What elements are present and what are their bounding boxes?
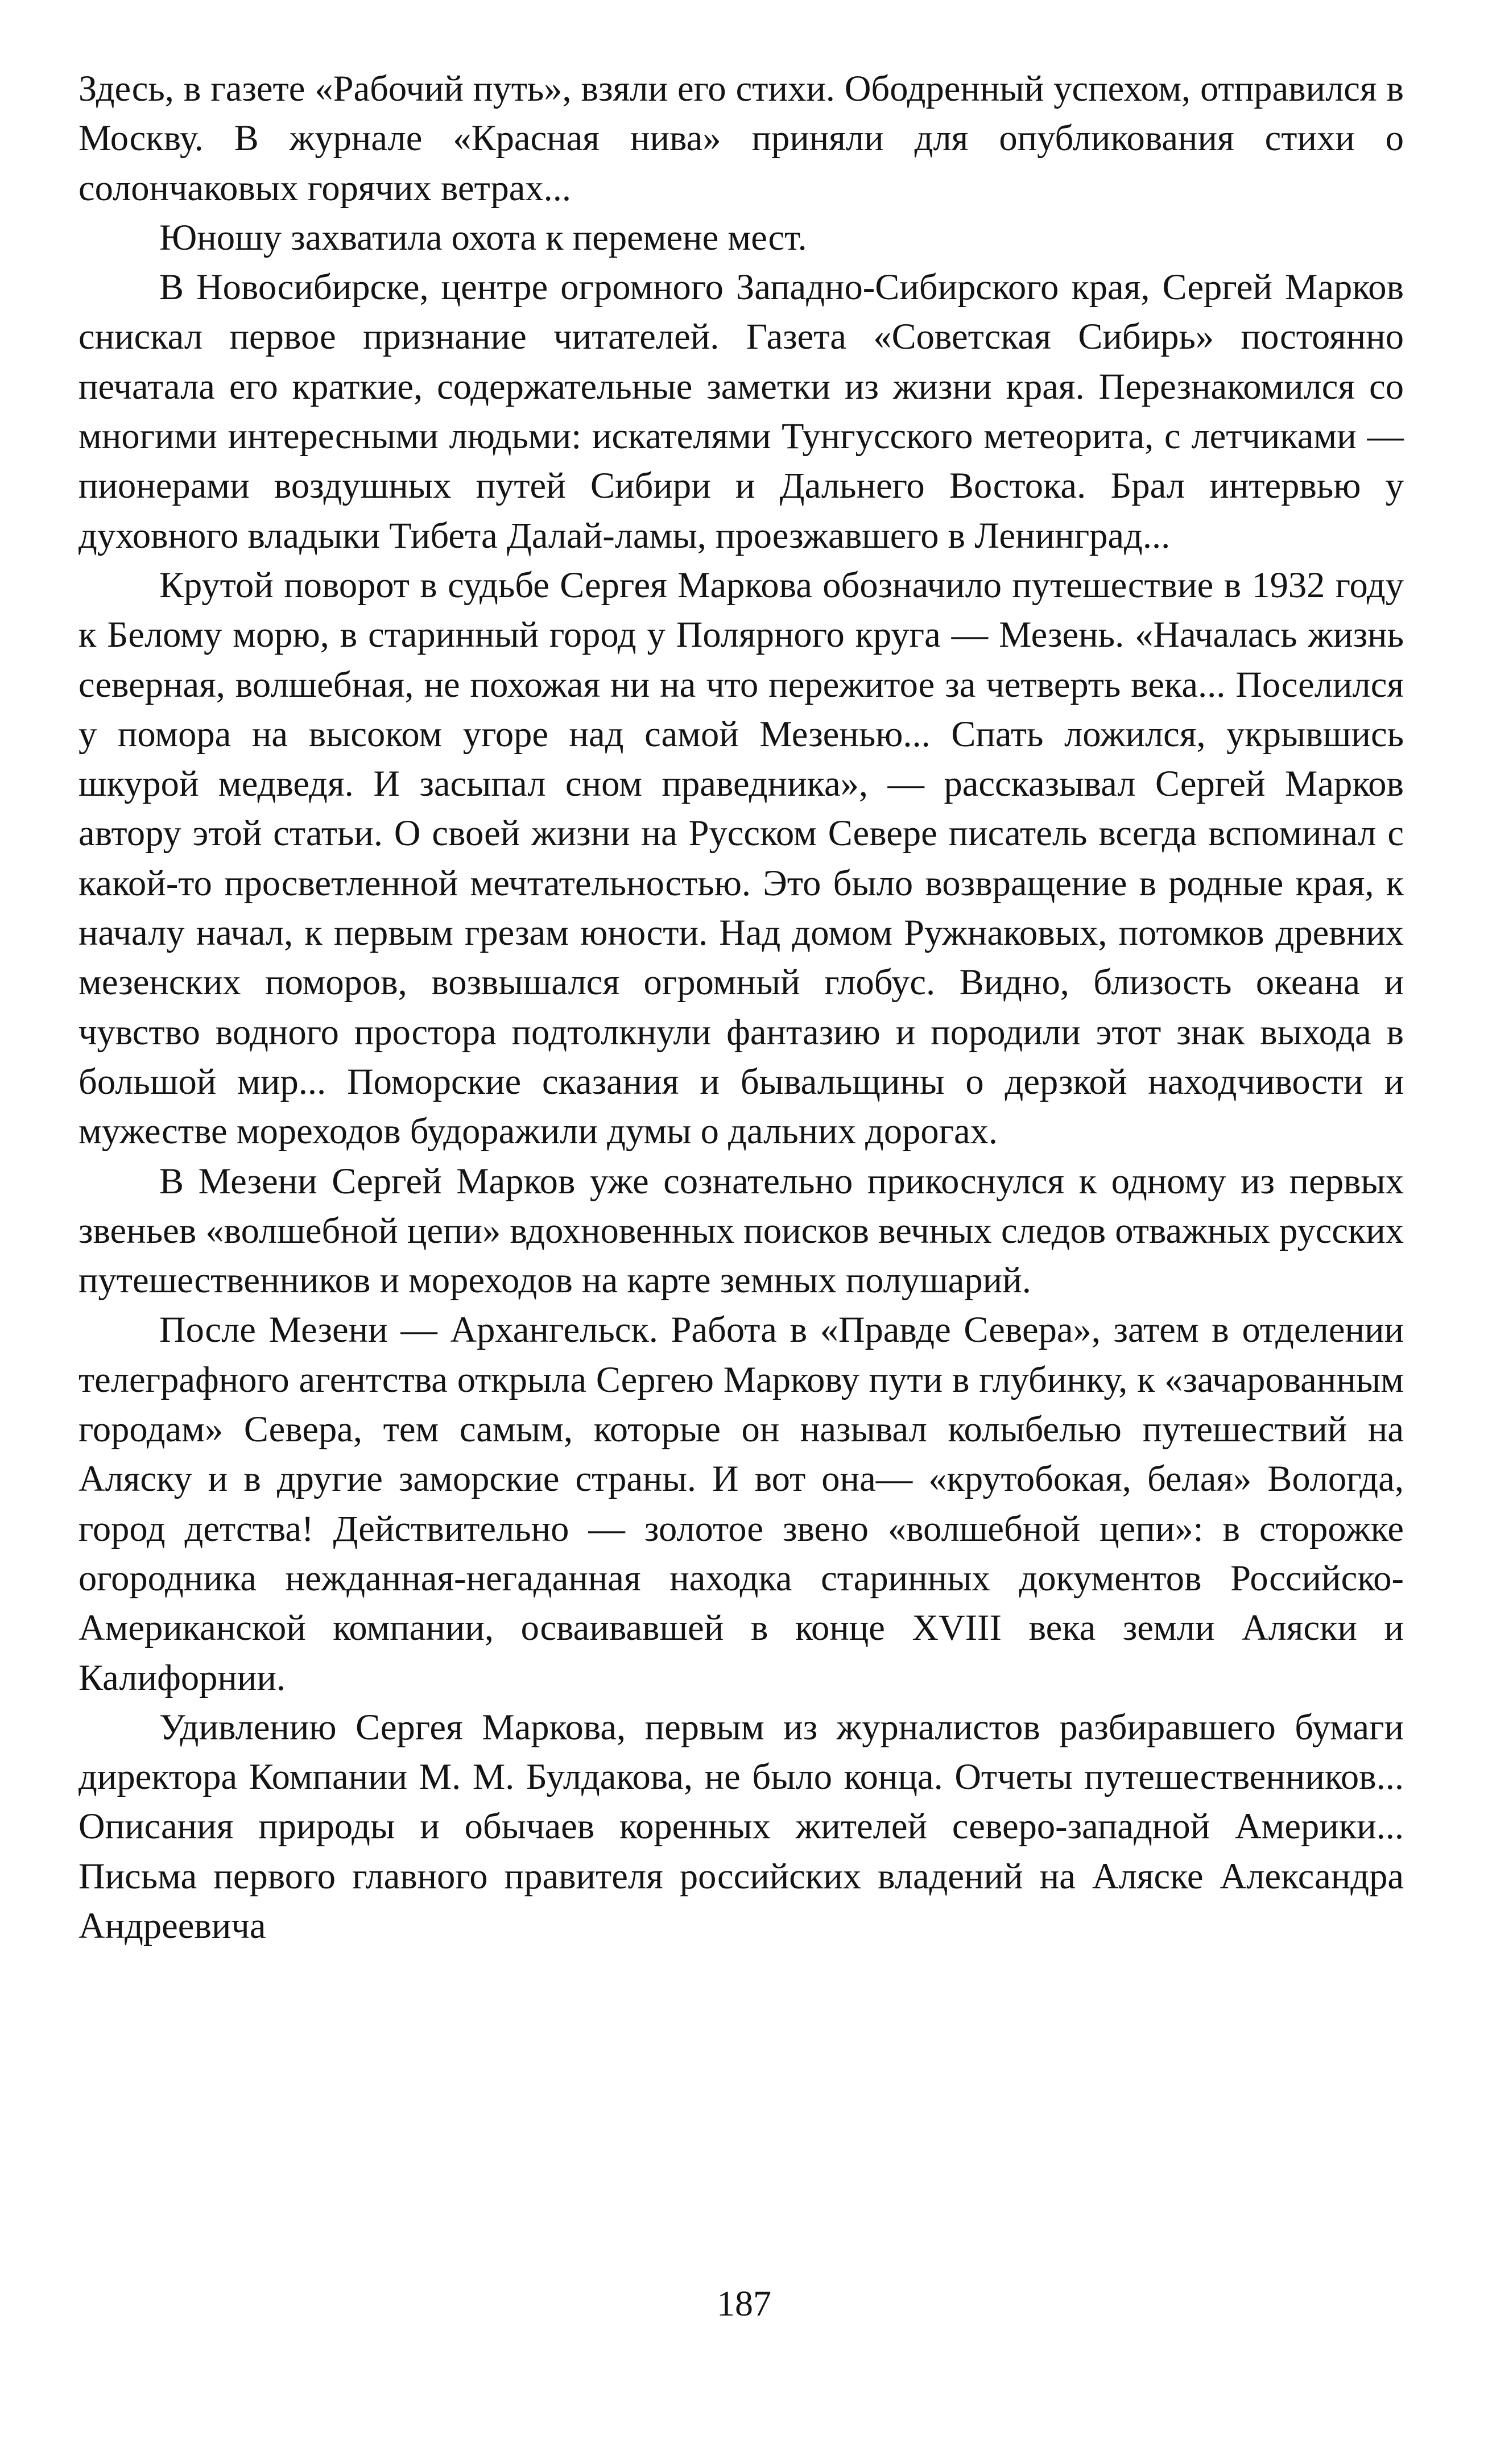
paragraph-1: Здесь, в газете «Рабочий путь», взяли его стихи. Ободренный успехом, отправился в Москву. В журнале «Красная нива» приняли для опубликования стихи о солончаковых горячих ветрах... [78,68,1404,208]
paragraph-2: Юношу захватила охота к перемене мест. [159,217,807,258]
page-text-block [78,64,1404,1950]
paragraph-6: После Мезени — Архангельск. Работа в «Правде Севера», затем в отделении телеграфного агентства открыла Сергею Маркову пути в глубинку, к «зачарованным городам» Севера, тем самым, которые он называл колыбелью путешествий на Аляску и в другие заморские страны. И вот она— «крутобокая, белая» Вологда, город детства! Действительно — золотое звено «волшебной цепи»: в сторожке огородника нежданная-негаданная находка старинных документов Российско-Американской компании, осваивавшей в конце XVIII века земли Аляски и Калифорнии. [78,1309,1404,1698]
paragraph-4: Крутой поворот в судьбе Сергея Маркова обозначило путешествие в 1932 году к Белому морю, в старинный город у Полярного круга — Мезень. «Началась жизнь северная, волшебная, не похожая ни на что пережитое за четверть века... Поселился у помора на высоком угоре над самой Мезенью... Спать ложился, укрывшись шкурой медведя. И засыпал сном праведника», — рассказывал Сергей Марков автору этой статьи. О своей жизни на Русском Севере писатель всегда вспоминал с какой-то просветленной мечтательностью. Это было возвращение в родные края, к началу начал, к первым грезам юности. Над домом Ружнаковых, потомков древних мезенских поморов, возвышался огромный глобус. Видно, близость океана и чувство водного простора подтолкнули фантазию и породили этот знак выхода в большой мир... Поморские сказания и бывальщины о дерзкой находчивости и мужестве мореходов будоражили думы о дальних дорогах. [78,564,1404,1152]
page-number: 187 [717,2283,771,2324]
paragraph-5: В Мезени Сергей Марков уже сознательно прикоснулся к одному из первых звеньев «волшебной цепи» вдохновенных поисков вечных следов отважных русских путешественников и мореходов на карте земных полушарий. [78,1160,1404,1301]
paragraph-3: В Новосибирске, центре огромного Западно-Сибирского края, Сергей Марков снискал первое признание читателей. Газета «Советская Сибирь» постоянно печатала его краткие, содержательные заметки из жизни края. Перезнакомился со многими интересными людьми: искателями Тунгусского метеорита, с летчиками — пионерами воздушных путей Сибири и Дальнего Востока. Брал интервью у духовного владыки Тибета Далай-ламы, проезжавшего в Ленинград... [78,267,1404,556]
paragraph-7: Удивлению Сергея Маркова, первым из журналистов разбиравшего бумаги директора Компании М. М. Булдакова, не было конца. Отчеты путешественников... Описания природы и обычаев коренных жителей северо-западной Америки... Письма первого главного правителя российских владений на Аляске Александра Андреевича [78,1706,1404,1946]
